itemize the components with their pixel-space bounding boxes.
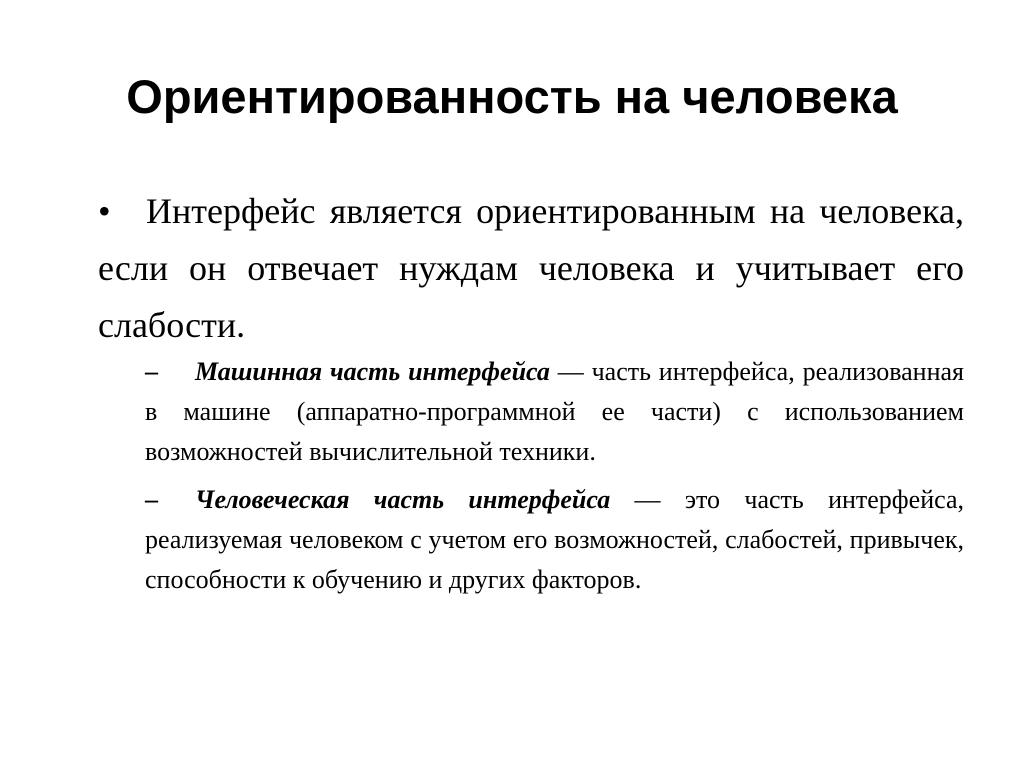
main-bullet bbox=[98, 183, 964, 354]
sub-item-term: Человеческая часть интерфейса bbox=[195, 485, 611, 514]
sub-item-marker: – bbox=[145, 485, 158, 514]
sub-item-marker: – bbox=[145, 357, 158, 386]
slide-title: Ориентированность на человека bbox=[126, 70, 898, 123]
sub-item-human-part bbox=[145, 480, 964, 600]
main-bullet-text: Интерфейс является ориентированным на человека, если он отвечает нуждам человека и учитывает его слабости. bbox=[98, 191, 964, 345]
sub-item-term: Машинная часть интерфейса bbox=[195, 357, 550, 386]
sub-item-text: — часть интерфейса, реализованная в машине (аппаратно-программной ее части) с использованием возможностей вычислительной техники. bbox=[145, 357, 964, 466]
bullet-marker: • bbox=[98, 191, 111, 231]
sub-item-text: — это часть интерфейса, реализуемая человеком с учетом его возможностей, слабостей, привычек, способности к обучению и других факторов. bbox=[145, 485, 965, 594]
sub-item-machine-part bbox=[145, 352, 964, 472]
